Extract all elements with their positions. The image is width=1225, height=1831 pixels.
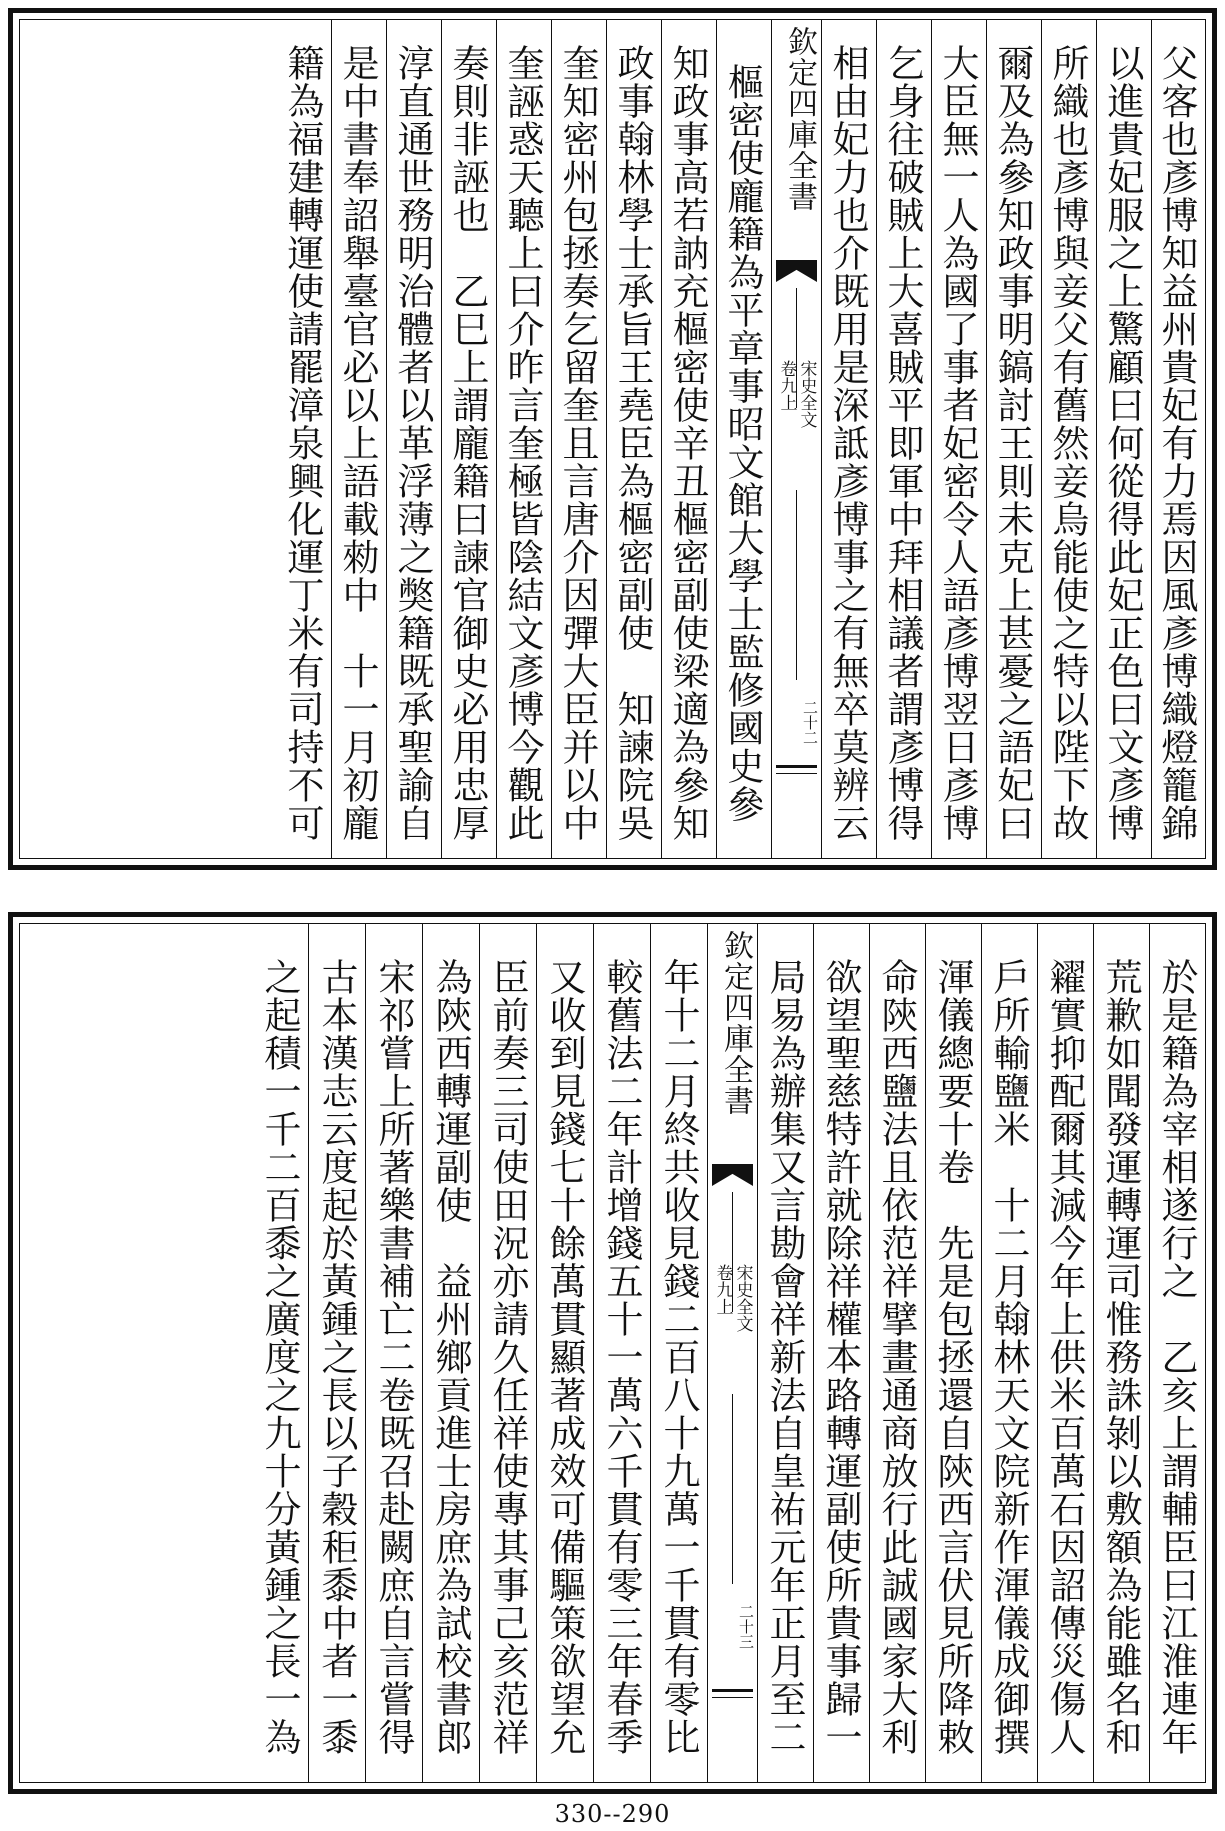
- text-column: 相由妃力也介既用是深詆彥博事之有無卒莫辨云: [821, 20, 876, 858]
- top-page-columns: [20, 20, 1205, 858]
- page-footer-number: 330--290: [554, 1800, 671, 1828]
- page-spine: [707, 924, 757, 1782]
- text-column: 於是籍為宰相遂行之 乙亥上謂輔臣曰江淮連年: [1149, 924, 1205, 1782]
- text-column: 古本漢志云度起於黃鍾之長以子穀秬黍中者一黍: [308, 924, 365, 1782]
- text-column: 戶所輸鹽米 十二月翰林天文院新作渾儀成御撰: [981, 924, 1037, 1782]
- text-column: 欲望聖慈特許就除祥權本路轉運副使所貴事歸一: [813, 924, 869, 1782]
- fish-tail-mark: [776, 765, 817, 768]
- text-column: 奎誣惑天聽上曰介昨言奎極皆陰結文彥博今觀此: [496, 20, 551, 858]
- text-column: 宋祁嘗上所著樂書補亡二卷既召赴闕庶自言嘗得: [365, 924, 422, 1782]
- spine-page-number: 二十三: [737, 1604, 755, 1649]
- page-spine: [771, 20, 821, 858]
- text-column: 以進貴妃服之上驚顧曰何從得此妃正色曰文彥博: [1096, 20, 1151, 858]
- text-column: 較舊法二年計增錢五十一萬六千貫有零三年春季: [593, 924, 650, 1782]
- spine-book-title: 宋史全文 卷九上: [712, 1264, 753, 1332]
- text-column: 大臣無一人為國了事者妃密令人語彥博翌日彥博: [931, 20, 986, 858]
- fish-tail-mark: [776, 773, 817, 775]
- text-column: 奏則非誣也 乙巳上謂龐籍曰諫官御史必用忠厚: [441, 20, 496, 858]
- text-column: 局易為辦集又言勘會祥新法自皇祐元年正月至二: [757, 924, 813, 1782]
- text-column: 之起積一千二百黍之廣度之九十分黃鍾之長一為: [258, 958, 301, 1756]
- text-column: 年十二月終共收見錢二百八十九萬一千貫有零比: [650, 924, 707, 1782]
- fish-tail-mark: [776, 260, 817, 282]
- spine-title: 欽定四庫全書: [718, 930, 753, 1116]
- text-column: 糴實抑配爾其減今年上供米百萬石因詔傳災傷人: [1037, 924, 1093, 1782]
- spine-book-title: 宋史全文 卷九上: [776, 360, 817, 428]
- bottom-page-frame: [19, 923, 1206, 1783]
- spine-page-number: 二十二: [801, 700, 819, 745]
- text-column: 為陝西轉運副使 益州鄉貢進士房庶為試校書郎: [422, 924, 479, 1782]
- text-column: 所織也彥博與妾父有舊然妾烏能使之特以陛下故: [1041, 20, 1096, 858]
- text-column: 渾儀總要十卷 先是包拯還自陝西言伏見所降敕: [925, 924, 981, 1782]
- text-column: 是中書奉詔舉臺官必以上語載勑中 十一月初龐: [331, 20, 386, 858]
- text-column: 臣前奏三司使田況亦請久任祥使專其事己亥范祥: [479, 924, 536, 1782]
- text-column: 爾及為參知政事明鎬討王則未克上甚憂之語妃曰: [986, 20, 1041, 858]
- fish-tail-mark: [712, 1697, 753, 1699]
- text-column: 命陝西鹽法且依范祥擘畫通商放行此誠國家大利: [869, 924, 925, 1782]
- spine-rule: [732, 1394, 733, 1584]
- text-column: 籍為福建轉運使請罷漳泉興化運丁米有司持不可: [281, 44, 324, 842]
- spine-rule: [796, 490, 797, 680]
- text-column: 乞身往破賊上大喜賊平即軍中拜相議者謂彥博得: [876, 20, 931, 858]
- text-column: 知政事高若訥充樞密使辛丑樞密副使梁適為參知: [661, 20, 716, 858]
- text-column: 奎知密州包拯奏乞留奎且言唐介因彈大臣并以中: [551, 20, 606, 858]
- text-column: 樞密使龐籍為平章事昭文館大學士監修國史參: [716, 20, 771, 858]
- fish-tail-mark: [712, 1689, 753, 1692]
- spine-title: 欽定四庫全書: [782, 26, 817, 212]
- text-column: 淳直通世務明治體者以革浮薄之獘籍既承聖諭自: [386, 20, 441, 858]
- fish-tail-mark: [712, 1164, 753, 1186]
- top-page-frame: [19, 19, 1206, 859]
- bottom-page-columns: [20, 924, 1205, 1782]
- top-page: [8, 8, 1217, 870]
- text-column: 政事翰林學士承旨王堯臣為樞密副使 知諫院吳: [606, 20, 661, 858]
- text-column: 荒歉如聞發運轉運司惟務誅剝以敷額為能雖名和: [1093, 924, 1149, 1782]
- bottom-page: [8, 912, 1217, 1794]
- text-column: 又收到見錢七十餘萬貫顯著成效可備驅策欲望允: [536, 924, 593, 1782]
- text-column: 父客也彥博知益州貴妃有力焉因風彥博織燈籠錦: [1151, 20, 1205, 858]
